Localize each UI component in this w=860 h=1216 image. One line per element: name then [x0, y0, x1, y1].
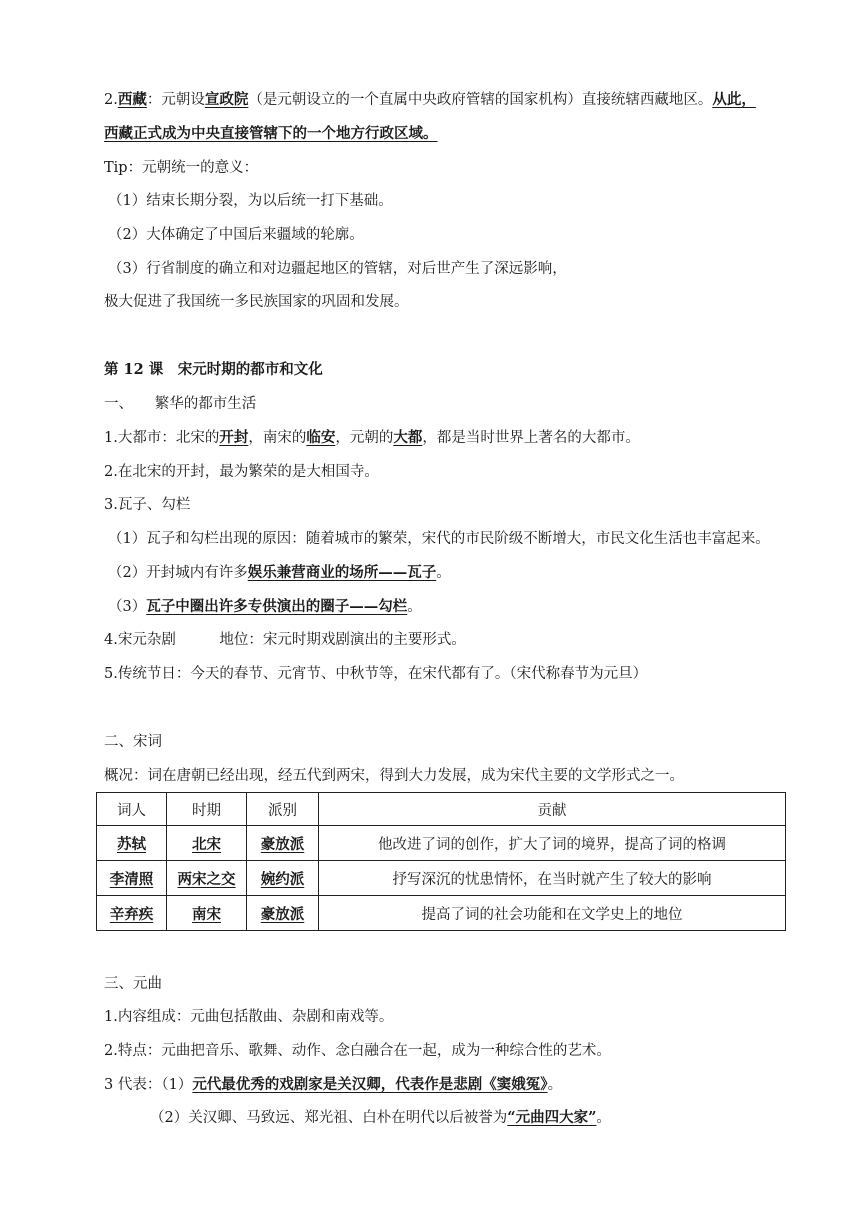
keyword-congci: 从此， — [712, 91, 756, 108]
text: 。 — [436, 565, 451, 581]
keyword-xizang: 西藏 — [117, 91, 147, 108]
table-cell-contribution: 提高了词的社会功能和在文学史上的地位 — [319, 896, 786, 931]
text: 3 代表：（1） — [104, 1077, 193, 1093]
keyword-guanhanqing: 元代最优秀的戏剧家是关汉卿，代表作是悲剧《窦娥冤》 — [192, 1076, 548, 1093]
table-cell-school: 婉约派 — [247, 861, 319, 896]
paragraph-5: 5.传统节日：今天的春节、元宵节、中秋节等，在宋代都有了。（宋代称春节为元旦） — [104, 666, 648, 682]
section-1-heading: 一、 繁华的都市生活 — [104, 396, 257, 412]
tip-item-2: （2）大体确定了中国后来疆域的轮廓。 — [108, 227, 364, 243]
table-cell-school: 豪放派 — [247, 826, 319, 861]
table-row — [97, 861, 786, 896]
table-cell-poet: 苏轼 — [97, 826, 167, 861]
text: 。 — [547, 1077, 563, 1093]
paragraph-3-1: （1）瓦子和勾栏出现的原因：随着城市的繁荣，宋代的市民阶级不断增大，市民文化生活也丰富起来。 — [108, 531, 770, 547]
text: 1.大都市：北宋的 — [104, 430, 220, 446]
text: （是元朝设立的一个直属中央政府管辖的国家机构）直接统辖西藏地区。 — [248, 92, 713, 108]
table-header-row — [97, 793, 786, 826]
keyword-wazi: 娱乐兼营商业的场所——瓦子 — [247, 564, 437, 581]
table-header-cell: 词人 — [97, 793, 167, 826]
xizang-line-2: 西藏正式成为中央直接管辖下的一个地方行政区域。 — [104, 125, 438, 142]
yuanqu-1: 1.内容组成：元曲包括散曲、杂剧和南戏等。 — [104, 1009, 394, 1025]
table-cell-contribution: 抒写深沉的忧患情怀，在当时就产生了较大的影响 — [319, 861, 786, 896]
section-2-heading: 二、宋词 — [104, 734, 162, 750]
yuanqu-4 — [150, 1108, 611, 1128]
text: 2. — [104, 92, 118, 108]
keyword-dadu: 大都 — [393, 429, 423, 446]
text: 。 — [407, 599, 422, 615]
paragraph-2: 2.在北宋的开封，最为繁荣的是大相国寺。 — [104, 464, 379, 480]
paragraph-1 — [104, 428, 640, 448]
table-cell-contribution: 他改进了词的创作，扩大了词的境界，提高了词的格调 — [319, 826, 786, 861]
table-cell-poet: 李清照 — [97, 861, 167, 896]
section-3-heading: 三、元曲 — [104, 976, 162, 992]
keyword-kaifeng: 开封 — [219, 429, 249, 446]
lesson-title: 第 12 课 宋元时期的都市和文化 — [104, 361, 323, 378]
keyword-goulan: 瓦子中圈出许多专供演出的圈子——勾栏 — [146, 598, 408, 615]
ci-poets-table — [96, 792, 786, 931]
text: （2）开封城内有许多 — [108, 565, 248, 581]
yuanqu-2: 2.特点：元曲把音乐、歌舞、动作、念白融合在一起，成为一种综合性的艺术。 — [104, 1043, 611, 1059]
table-header-cell: 派别 — [247, 793, 319, 826]
section-2-overview: 概况：词在唐朝已经出现，经五代到两宋，得到大力发展，成为宋代主要的文学形式之一。 — [104, 768, 684, 784]
paragraph-3: 3.瓦子、勾栏 — [104, 497, 191, 513]
tip-tail: 极大促进了我国统一多民族国家的巩固和发展。 — [104, 294, 409, 310]
xizang-line-1 — [104, 90, 756, 110]
text: ，南宋的 — [248, 430, 307, 446]
tip-item-1: （1）结束长期分裂，为以后统一打下基础。 — [108, 193, 393, 209]
table-header-cell: 贡献 — [319, 793, 786, 826]
table-row — [97, 896, 786, 931]
table-header-cell: 时期 — [167, 793, 247, 826]
text: ，元朝的 — [335, 430, 394, 446]
text: （3） — [108, 599, 147, 615]
keyword-xuanzhengyuan: 宣政院 — [204, 91, 249, 108]
text: （2）关汉卿、马致远、郑光祖、白朴在明代以后被誉为 — [150, 1110, 508, 1126]
paragraph-4: 4.宋元杂剧 地位：宋元时期戏剧演出的主要形式。 — [104, 632, 466, 648]
table-row — [97, 826, 786, 861]
table-cell-school: 豪放派 — [247, 896, 319, 931]
table-cell-period: 两宋之交 — [167, 861, 247, 896]
table-cell-period: 南宋 — [167, 896, 247, 931]
text: ：元朝设 — [146, 92, 205, 108]
text: 。 — [596, 1110, 611, 1126]
table-cell-poet: 辛弃疾 — [97, 896, 167, 931]
keyword-four-masters: “元曲四大家” — [507, 1109, 597, 1126]
text: ，都是当时世界上著名的大都市。 — [422, 430, 640, 446]
keyword-linan: 临安 — [306, 429, 336, 446]
paragraph-3-2 — [108, 563, 451, 583]
paragraph-3-3 — [108, 597, 422, 617]
tip-title: Tip：元朝统一的意义： — [104, 160, 259, 176]
table-cell-period: 北宋 — [167, 826, 247, 861]
yuanqu-3 — [104, 1075, 562, 1095]
tip-item-3: （3）行省制度的确立和对边疆起地区的管辖，对后世产生了深远影响， — [108, 261, 567, 277]
